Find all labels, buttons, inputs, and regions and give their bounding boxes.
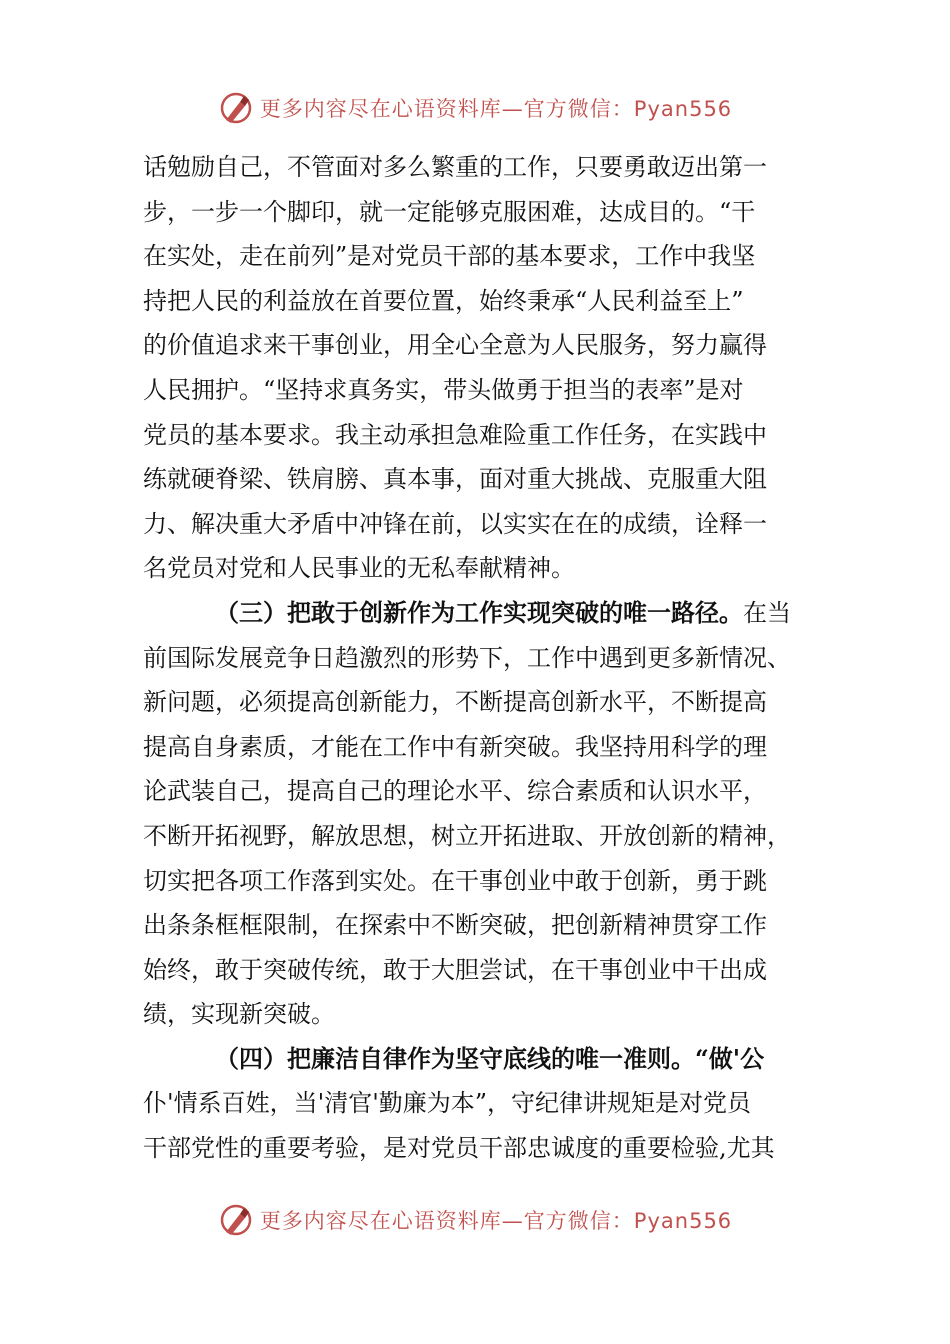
text-line: 持把人民的利益放在首要位置，始终秉承“人民利益至上” xyxy=(143,286,744,315)
pen-logo-icon xyxy=(218,1202,254,1238)
footer-watermark xyxy=(0,1200,950,1240)
section-heading-4: （四）把廉洁自律作为坚守底线的唯一准则。 xyxy=(215,1043,695,1073)
text-line: 不断开拓视野，解放思想，树立开拓进取、开放创新的精神， xyxy=(143,821,791,850)
section-heading-line xyxy=(143,1037,818,1082)
text-line: 绩，实现新突破。 xyxy=(143,1000,335,1029)
text-run: “做'公 xyxy=(695,1043,765,1073)
text-line: 仆'情系百姓，当'清官'勤廉为本”，守纪律讲规矩是对党员 xyxy=(143,1089,752,1118)
text-line: 干部党性的重要考验，是对党员干部忠诚度的重要检验,尤其 xyxy=(143,1134,775,1163)
text-line: 话勉励自己，不管面对多么繁重的工作，只要勇敢迈出第一 xyxy=(143,153,767,181)
text-line: 始终，敢于突破传统，敢于大胆尝试，在干事创业中干出成 xyxy=(143,955,767,984)
text-line: 人民拥护。“坚持求真务实，带头做勇于担当的表率”是对 xyxy=(143,375,744,404)
text-line: 提高自身素质，才能在工作中有新突破。我坚持用科学的理 xyxy=(143,732,767,761)
text-line: 前国际发展竞争日趋激烈的形势下，工作中遇到更多新情况、 xyxy=(143,643,791,672)
watermark-text: 更多内容尽在心语资料库—官方微信：Pyan556 xyxy=(259,97,733,121)
document-body xyxy=(143,145,818,1171)
section-heading-line xyxy=(143,591,818,636)
text-line: 党员的基本要求。我主动承担急难险重工作任务，在实践中 xyxy=(143,420,767,449)
text-line: 在实处，走在前列”是对党员干部的基本要求，工作中我坚 xyxy=(143,242,756,271)
text-line: 切实把各项工作落到实处。在干事创业中敢于创新，勇于跳 xyxy=(143,866,767,895)
header-watermark xyxy=(0,88,950,128)
text-line: 步，一步一个脚印，就一定能够克服困难，达成目的。“干 xyxy=(143,197,756,226)
text-line: 论武装自己，提高自己的理论水平、综合素质和认识水平， xyxy=(143,777,767,806)
text-line: 的价值追求来干事创业，用全心全意为人民服务，努力赢得 xyxy=(143,331,767,360)
paragraph-3 xyxy=(143,1037,818,1171)
text-line: 力、解决重大矛盾中冲锋在前，以实实在在的成绩，诠释一 xyxy=(143,509,767,538)
text-run: 在当 xyxy=(743,598,791,627)
text-line: 出条条框框限制，在探索中不断突破，把创新精神贯穿工作 xyxy=(143,911,767,940)
pen-logo-icon xyxy=(218,90,254,126)
text-line: 新问题，必须提高创新能力，不断提高创新水平，不断提高 xyxy=(143,688,767,717)
section-heading-3: （三）把敢于创新作为工作实现突破的唯一路径。 xyxy=(215,597,743,627)
paragraph-2 xyxy=(143,591,818,1037)
watermark-text: 更多内容尽在心语资料库—官方微信：Pyan556 xyxy=(259,1209,733,1233)
text-line: 名党员对党和人民事业的无私奉献精神。 xyxy=(143,554,575,583)
text-line: 练就硬脊梁、铁肩膀、真本事，面对重大挑战、克服重大阻 xyxy=(143,465,767,494)
paragraph-1 xyxy=(143,145,818,591)
